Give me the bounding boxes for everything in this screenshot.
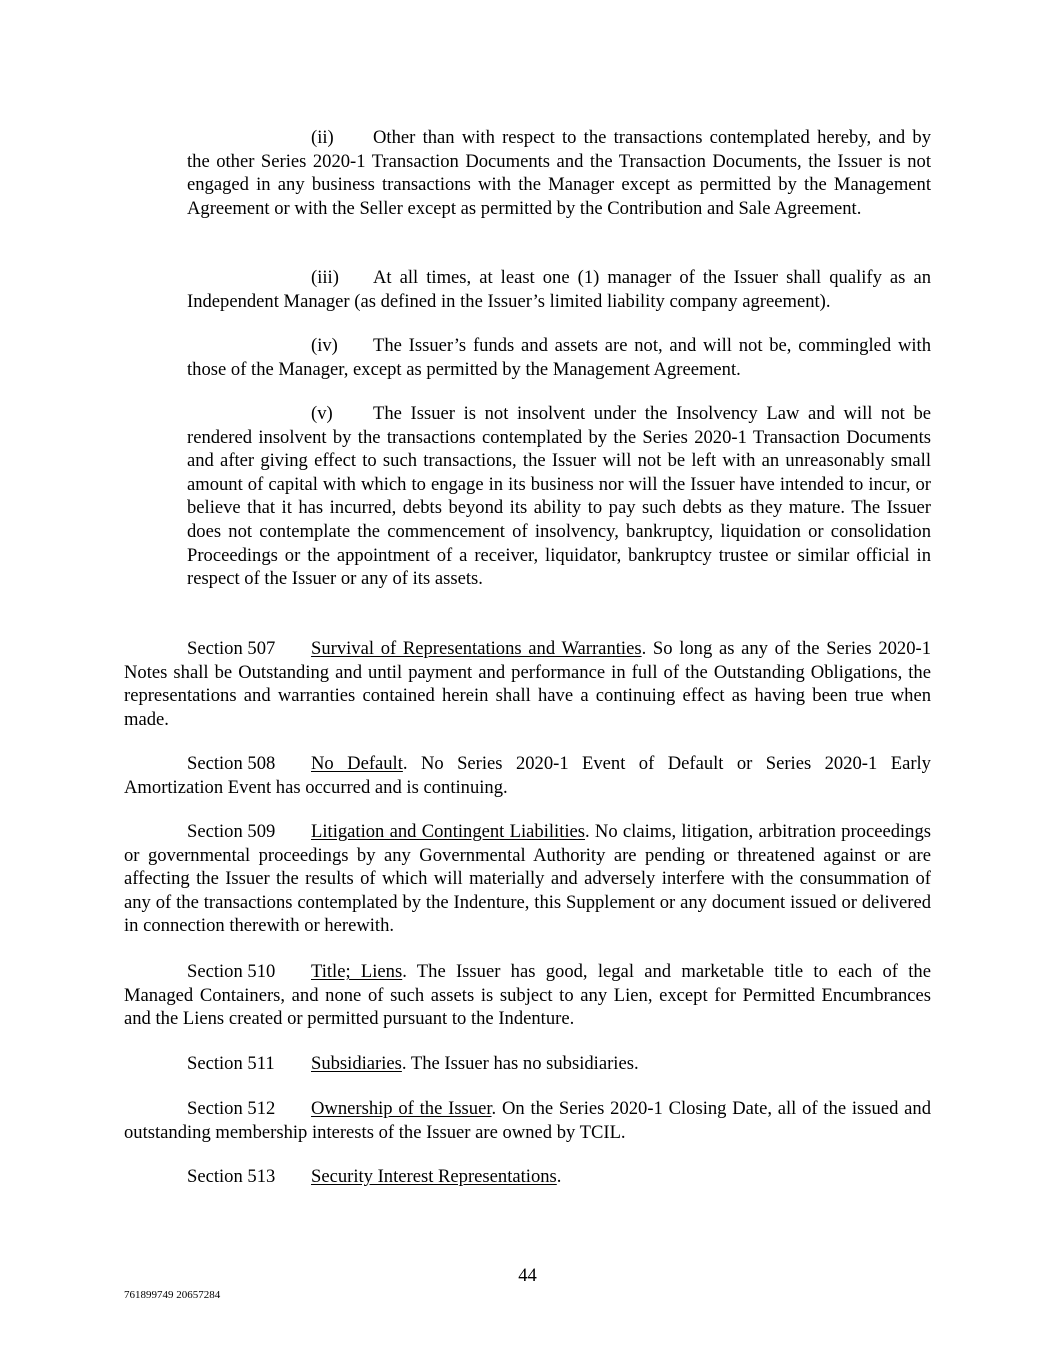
section-heading: Survival of Representations and Warranties	[311, 638, 642, 659]
clause-v	[187, 402, 931, 591]
section-label: Section 510	[187, 961, 276, 982]
clause-ii	[187, 126, 931, 220]
section-507	[124, 637, 931, 731]
section-text: . The Issuer has good, legal and marketable title to each of the Managed Containers, and none of such assets is subject to any Lien, except for Permitted Encumbrances and the Liens created or permitted pursuant to the Indenture.	[124, 961, 931, 1030]
clause-label: (iii)	[311, 267, 339, 288]
section-label: Section 509	[187, 821, 276, 842]
section-heading: Litigation and Contingent Liabilities	[311, 821, 586, 842]
section-509	[124, 820, 931, 938]
clause-label: (iv)	[311, 335, 338, 356]
section-text: . On the Series 2020-1 Closing Date, all of the issued and outstanding membership interests of the Issuer are owned by TCIL.	[124, 1098, 931, 1143]
section-label: Section 512	[187, 1098, 276, 1119]
page-number: 44	[518, 1265, 537, 1286]
section-text: .	[556, 1166, 562, 1187]
section-508	[124, 752, 931, 799]
section-511	[124, 1052, 931, 1076]
section-label: Section 508	[187, 753, 276, 774]
section-heading: Title; Liens	[311, 961, 403, 982]
section-510	[124, 960, 931, 1031]
section-512	[124, 1097, 931, 1144]
section-text: . No claims, litigation, arbitration proceedings or governmental proceedings by any Governmental Authority are pending or threatened against or are affecting the Issuer the results of which will materially and adversely interfere with the consummation of any of the transactions contemplated by the Indenture, this Supplement or any document issued or delivered in connection therewith or herewith.	[124, 821, 931, 937]
section-heading: Security Interest Representations	[311, 1166, 557, 1187]
section-heading: Ownership of the Issuer	[311, 1098, 492, 1119]
clause-text: The Issuer is not insolvent under the Insolvency Law and will not be rendered insolvent by the transactions contemplated by the Series 2020-1 Transaction Documents and after giving effect to such transactions, the Issuer will not be left with an unreasonably small amount of capital with which to engage in its business nor will the Issuer have intended to incur, or believe that it has incurred, debts beyond its ability to pay such debts as they mature. The Issuer does not contemplate the commencement of insolvency, bankruptcy, liquidation or consolidation Proceedings or the appointment of a receiver, liquidator, bankruptcy trustee or similar official in respect of the Issuer or any of its assets.	[187, 403, 931, 590]
section-text: . The Issuer has no subsidiaries.	[401, 1053, 639, 1074]
clause-iii	[187, 266, 931, 313]
section-text: . No Series 2020-1 Event of Default or Series 2020-1 Early Amortization Event has occurred and is continuing.	[124, 753, 931, 798]
clause-text: Other than with respect to the transactions contemplated hereby, and by the other Series 2020-1 Transaction Documents and the Transaction Documents, the Issuer is not engaged in any business transactions with the Manager except as permitted by the Management Agreement or with the Seller except as permitted by the Contribution and Sale Agreement.	[187, 127, 931, 219]
clause-text: At all times, at least one (1) manager of the Issuer shall qualify as an Independent Manager (as defined in the Issuer’s limited liability company agreement).	[187, 267, 931, 312]
section-label: Section 511	[187, 1053, 275, 1074]
section-label: Section 513	[187, 1166, 276, 1187]
section-heading: Subsidiaries	[311, 1053, 402, 1074]
section-text: . So long as any of the Series 2020-1 Notes shall be Outstanding and until payment and performance in full of the Outstanding Obligations, the representations and warranties contained herein shall have a continuing effect as having been true when made.	[124, 638, 931, 730]
document-id: 761899749 20657284	[124, 1289, 221, 1301]
clause-label: (ii)	[311, 127, 334, 148]
section-label: Section 507	[187, 638, 276, 659]
section-513	[124, 1165, 931, 1189]
clause-iv	[187, 334, 931, 381]
section-heading: No Default	[311, 753, 403, 774]
clause-text: The Issuer’s funds and assets are not, and will not be, commingled with those of the Manager, except as permitted by the Management Agreement.	[187, 335, 931, 380]
clause-label: (v)	[311, 403, 333, 424]
